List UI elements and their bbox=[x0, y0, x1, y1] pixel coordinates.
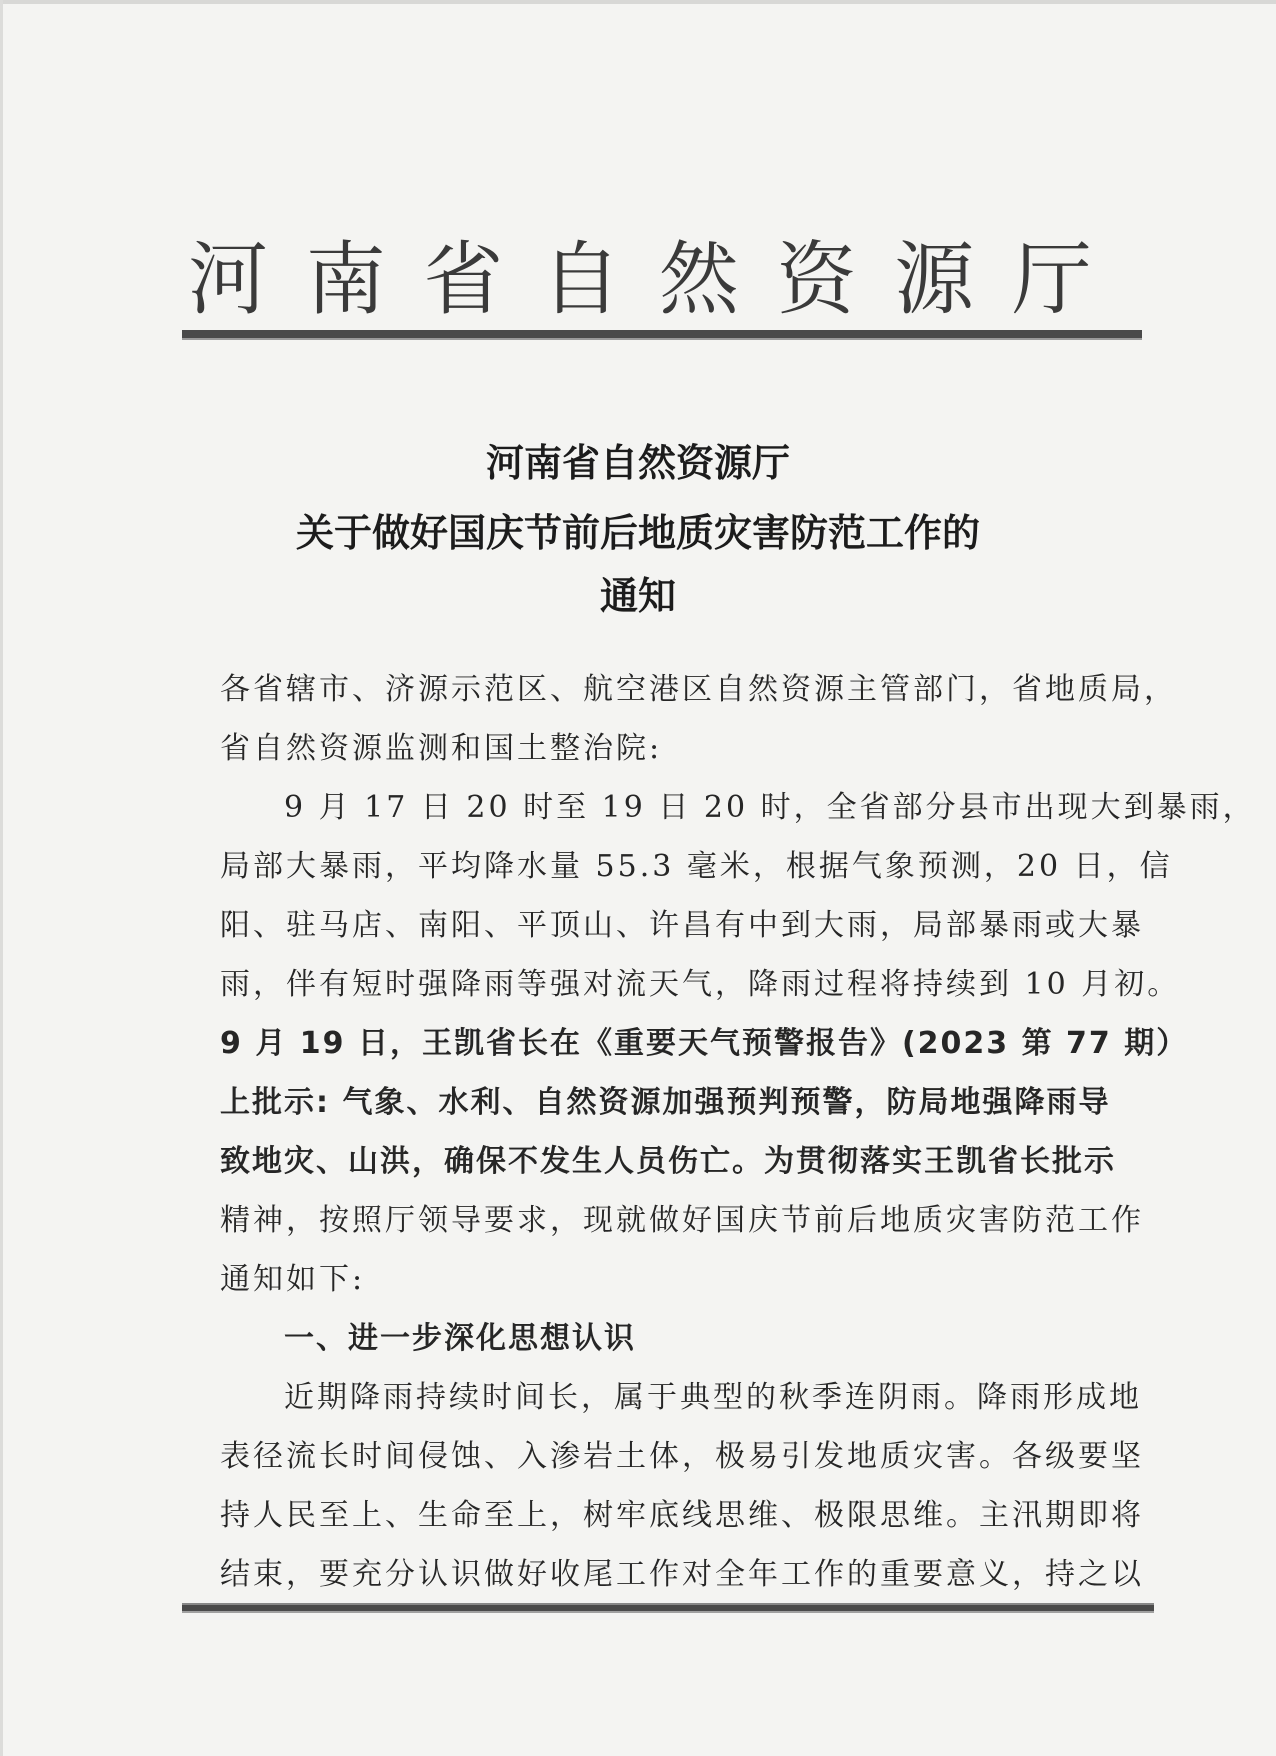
header-char: 源 bbox=[894, 232, 975, 326]
document-title-line-2: 关于做好国庆节前后地质灾害防范工作的 bbox=[295, 510, 980, 555]
paragraph-line: 局部大暴雨，平均降水量 55.3 毫米，根据气象预测，20 日，信 bbox=[220, 849, 1173, 884]
header-char: 省 bbox=[423, 232, 504, 326]
paragraph-line-emphasis: 上批示: 气象、水利、自然资源加强预判预警，防局地强降雨导 bbox=[220, 1085, 1111, 1120]
paragraph-line: 表径流长时间侵蚀、入渗岩土体，极易引发地质灾害。各级要坚 bbox=[220, 1439, 1144, 1474]
addressee-line: 各省辖市、济源示范区、航空港区自然资源主管部门，省地质局， bbox=[220, 672, 1177, 707]
header-char: 资 bbox=[776, 232, 857, 326]
document-title-line-3: 通知 bbox=[599, 573, 676, 618]
header-char: 南 bbox=[305, 232, 386, 326]
organization-header bbox=[180, 222, 1100, 326]
header-char: 然 bbox=[658, 232, 739, 326]
paragraph-line: 近期降雨持续时间长，属于典型的秋季连阴雨。降雨形成地 bbox=[284, 1380, 1142, 1415]
paragraph-line: 精神，按照厅领导要求，现就做好国庆节前后地质灾害防范工作 bbox=[220, 1203, 1144, 1238]
scan-edge-top bbox=[0, 0, 1276, 4]
header-char: 厅 bbox=[1011, 232, 1092, 326]
paragraph-line: 9 月 17 日 20 时至 19 日 20 时，全省部分县市出现大到暴雨， bbox=[284, 790, 1256, 825]
paragraph-line: 通知如下: bbox=[220, 1262, 366, 1297]
paragraph-line: 雨，伴有短时强降雨等强对流天气，降雨过程将持续到 10 月初。 bbox=[220, 967, 1181, 1002]
header-separator-rule bbox=[182, 330, 1142, 340]
paragraph-line: 持人民至上、生命至上，树牢底线思维、极限思维。主汛期即将 bbox=[220, 1498, 1144, 1533]
paragraph-line-emphasis: 致地灾、山洪，确保不发生人员伤亡。为贯彻落实王凯省长批示 bbox=[220, 1144, 1116, 1179]
document-title-line-1: 河南省自然资源厅 bbox=[485, 440, 790, 485]
footer-separator-rule bbox=[182, 1603, 1154, 1613]
header-char: 自 bbox=[541, 232, 622, 326]
header-char: 河 bbox=[188, 232, 268, 326]
paragraph-line: 结束，要充分认识做好收尾工作对全年工作的重要意义，持之以 bbox=[220, 1557, 1144, 1592]
scan-edge-left bbox=[0, 0, 3, 1756]
section-heading: 一、进一步深化思想认识 bbox=[284, 1321, 636, 1356]
paragraph-line: 阳、驻马店、南阳、平顶山、许昌有中到大雨，局部暴雨或大暴 bbox=[220, 908, 1144, 943]
paragraph-line-emphasis: 9 月 19 日，王凯省长在《重要天气预警报告》(2023 第 77 期） bbox=[220, 1026, 1189, 1061]
addressee-line: 省自然资源监测和国土整治院: bbox=[220, 731, 663, 766]
